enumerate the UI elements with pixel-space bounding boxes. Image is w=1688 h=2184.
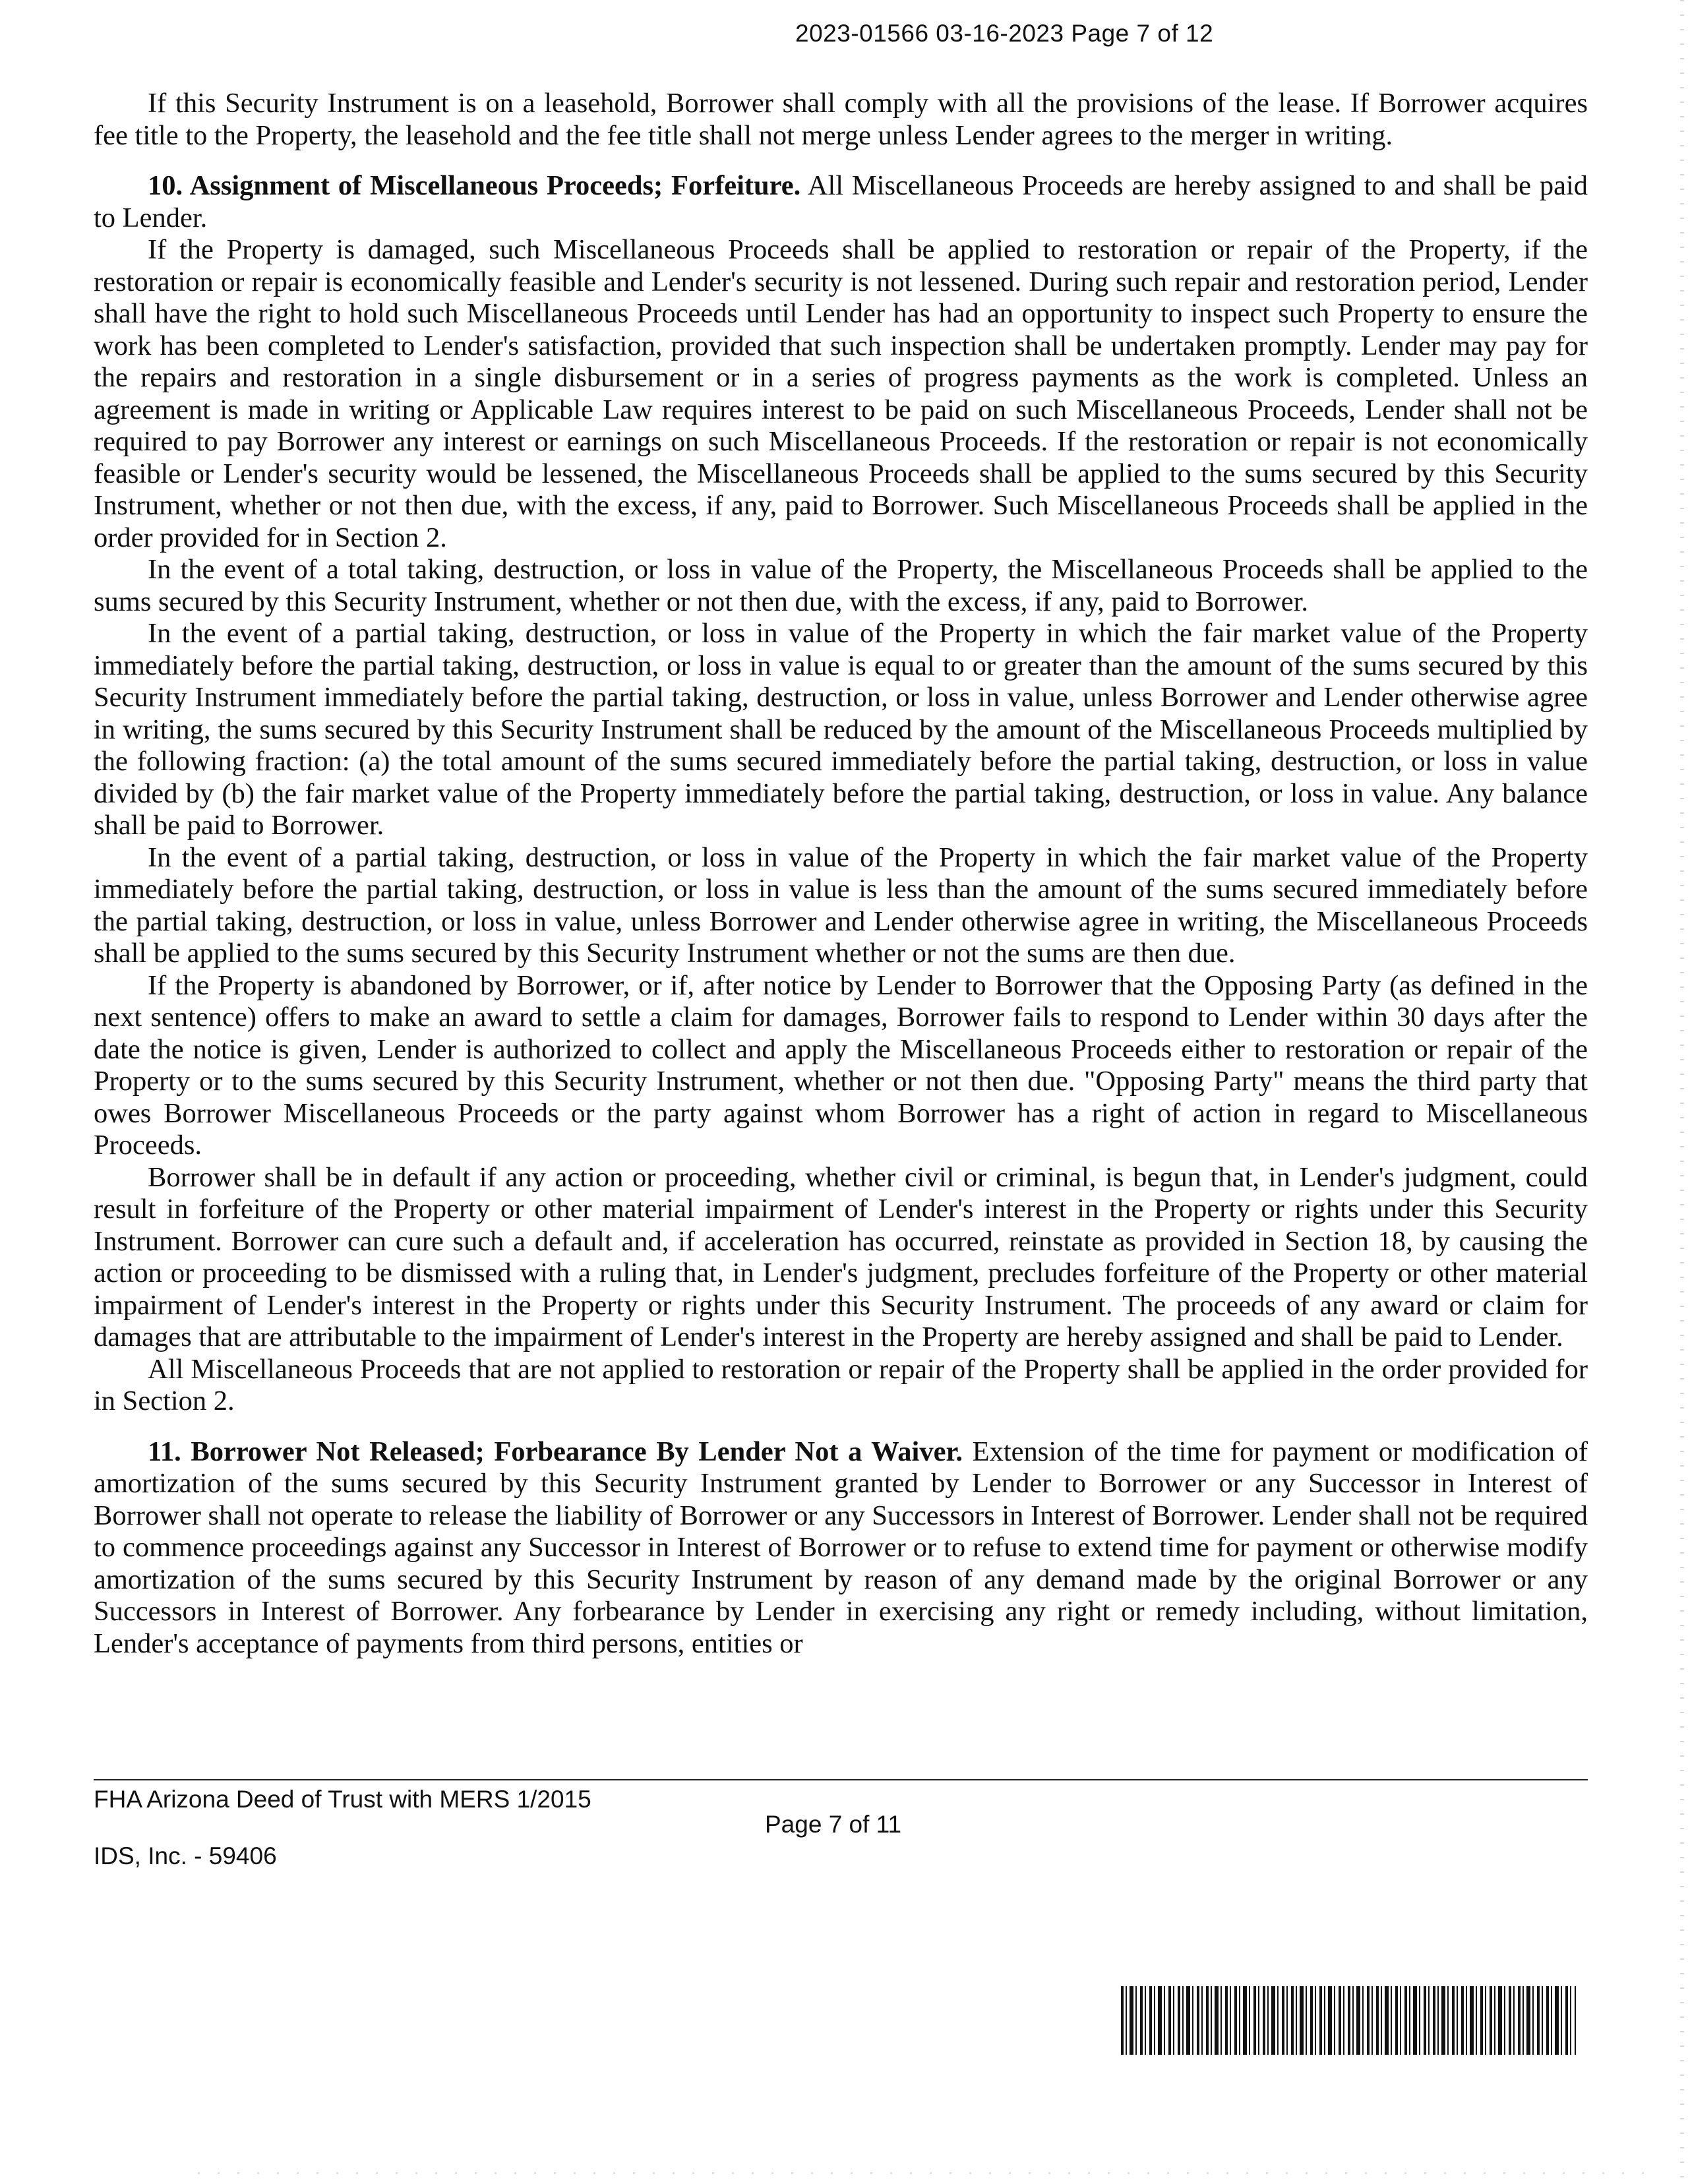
section-10-intro [94, 170, 1588, 234]
section-11-heading: 11. Borrower Not Released; Forbearance By Lender Not a Waiver. [148, 1436, 963, 1467]
section-10-intro-text: All Miscellaneous Proceeds are hereby assigned to and shall be paid to Lender. [94, 170, 1588, 233]
paragraph-leasehold: If this Security Instrument is on a leasehold, Borrower shall comply with all the provisions of the lease. If Borrower acquires fee title to the Property, the leasehold and the fee title shall not merge unless Lender agrees to the merger in writing. [94, 88, 1588, 151]
recording-stamp: 2023-01566 03-16-2023 Page 7 of 12 [795, 20, 1214, 47]
section-10-paragraph-default: Borrower shall be in default if any action or proceeding, whether civil or criminal, is begun that, in Lender's judgment, could result in forfeiture of the Property or other material impairment of Lender's interest in the Property or rights under this Security Instrument. Borrower can cure such a default and, if acceleration has occurred, reinstate as provided in Section 18, by causing the action or proceeding to be dismissed with a ruling that, in Lender's judgment, precludes forfeiture of the Property or other material impairment of Lender's interest in the Property or rights under this Security Instrument. The proceeds of any award or claim for damages that are attributable to the impairment of Lender's interest in the Property are hereby assigned and shall be paid to Lender. [94, 1161, 1588, 1352]
footer-form-name: FHA Arizona Deed of Trust with MERS 1/2015 [94, 1786, 591, 1813]
section-10-paragraph-order: All Miscellaneous Proceeds that are not applied to restoration or repair of the Property shall be applied in the order provided for in Section 2. [94, 1353, 1588, 1416]
section-11 [94, 1436, 1588, 1660]
section-10-heading: 10. Assignment of Miscellaneous Proceeds; Forfeiture. [148, 170, 801, 201]
document-body [94, 88, 1588, 1660]
barcode-image [1121, 1986, 1576, 2055]
section-10-paragraph-total-taking: In the event of a total taking, destruction, or loss in value of the Property, the Miscellaneous Proceeds shall be applied to the sums secured by this Security Instrument, whether or not then due, with the excess, if any, paid to Borrower. [94, 554, 1588, 617]
section-10-paragraph-abandoned: If the Property is abandoned by Borrower, or if, after notice by Lender to Borrower that the Opposing Party (as defined in the next sentence) offers to make an award to settle a claim for damages, Borrower fails to respond to Lender within 30 days after the date the notice is given, Lender is authorized to collect and apply the Miscellaneous Proceeds either to restoration or repair of the Property or to the sums secured by this Security Instrument, whether or not then due. "Opposing Party" means the third party that owes Borrower Miscellaneous Proceeds or the party against whom Borrower has a right of action in regard to Miscellaneous Proceeds. [94, 969, 1588, 1161]
section-10-paragraph-partial-taking-greater: In the event of a partial taking, destruction, or loss in value of the Property in which the fair market value of the Property immediately before the partial taking, destruction, or loss in value is equal to or greater than the amount of the sums secured by this Security Instrument immediately before the partial taking, destruction, or loss in value, unless Borrower and Lender otherwise agree in writing, the sums secured by this Security Instrument shall be reduced by the amount of the Miscellaneous Proceeds multiplied by the following fraction: (a) the total amount of the sums secured immediately before the partial taking, destruction, or loss in value divided by (b) the fair market value of the Property immediately before the partial taking, destruction, or loss in value. Any balance shall be paid to Borrower. [94, 618, 1588, 841]
scan-bottom-specks [198, 2172, 1648, 2174]
section-10-paragraph-damage: If the Property is damaged, such Miscellaneous Proceeds shall be applied to restoration or repair of the Property, if the restoration or repair is economically feasible and Lender's security is not lessened. During such repair and restoration period, Lender shall have the right to hold such Miscellaneous Proceeds until Lender has had an opportunity to inspect such Property to ensure the work has been completed to Lender's satisfaction, provided that such inspection shall be undertaken promptly. Lender may pay for the repairs and restoration in a single disbursement or in a series of progress payments as the work is completed. Unless an agreement is made in writing or Applicable Law requires interest to be paid on such Miscellaneous Proceeds, Lender shall not be required to pay Borrower any interest or earnings on such Miscellaneous Proceeds. If the restoration or repair is not economically feasible or Lender's security would be lessened, the Miscellaneous Proceeds shall be applied to the sums secured by this Security Instrument, whether or not then due, with the excess, if any, paid to Borrower. Such Miscellaneous Proceeds shall be applied in the order provided for in Section 2. [94, 234, 1588, 553]
section-11-text: Extension of the time for payment or modification of amortization of the sums secured by this Security Instrument granted by Lender to Borrower or any Successor in Interest of Borrower shall not operate to release the liability of Borrower or any Successors in Interest of Borrower. Lender shall not be required to commence proceedings against any Successor in Interest of Borrower or to refuse to extend time for payment or otherwise modify amortization of the sums secured by this Security Instrument by reason of any demand made by the original Borrower or any Successors in Interest of Borrower. Any forbearance by Lender in exercising any right or remedy including, without limitation, Lender's acceptance of payments from third persons, entities or [94, 1436, 1588, 1659]
scan-edge-marks [1680, 0, 1684, 2184]
footer-page-number: Page 7 of 11 [765, 1811, 902, 1838]
section-10-paragraph-partial-taking-less: In the event of a partial taking, destruction, or loss in value of the Property in which the fair market value of the Property immediately before the partial taking, destruction, or loss in value is less than the amount of the sums secured immediately before the partial taking, destruction, or loss in value, unless Borrower and Lender otherwise agree in writing, the Miscellaneous Proceeds shall be applied to the sums secured by this Security Instrument whether or not the sums are then due. [94, 841, 1588, 969]
footer-divider [94, 1779, 1588, 1780]
footer-vendor-id: IDS, Inc. - 59406 [94, 1842, 277, 1869]
